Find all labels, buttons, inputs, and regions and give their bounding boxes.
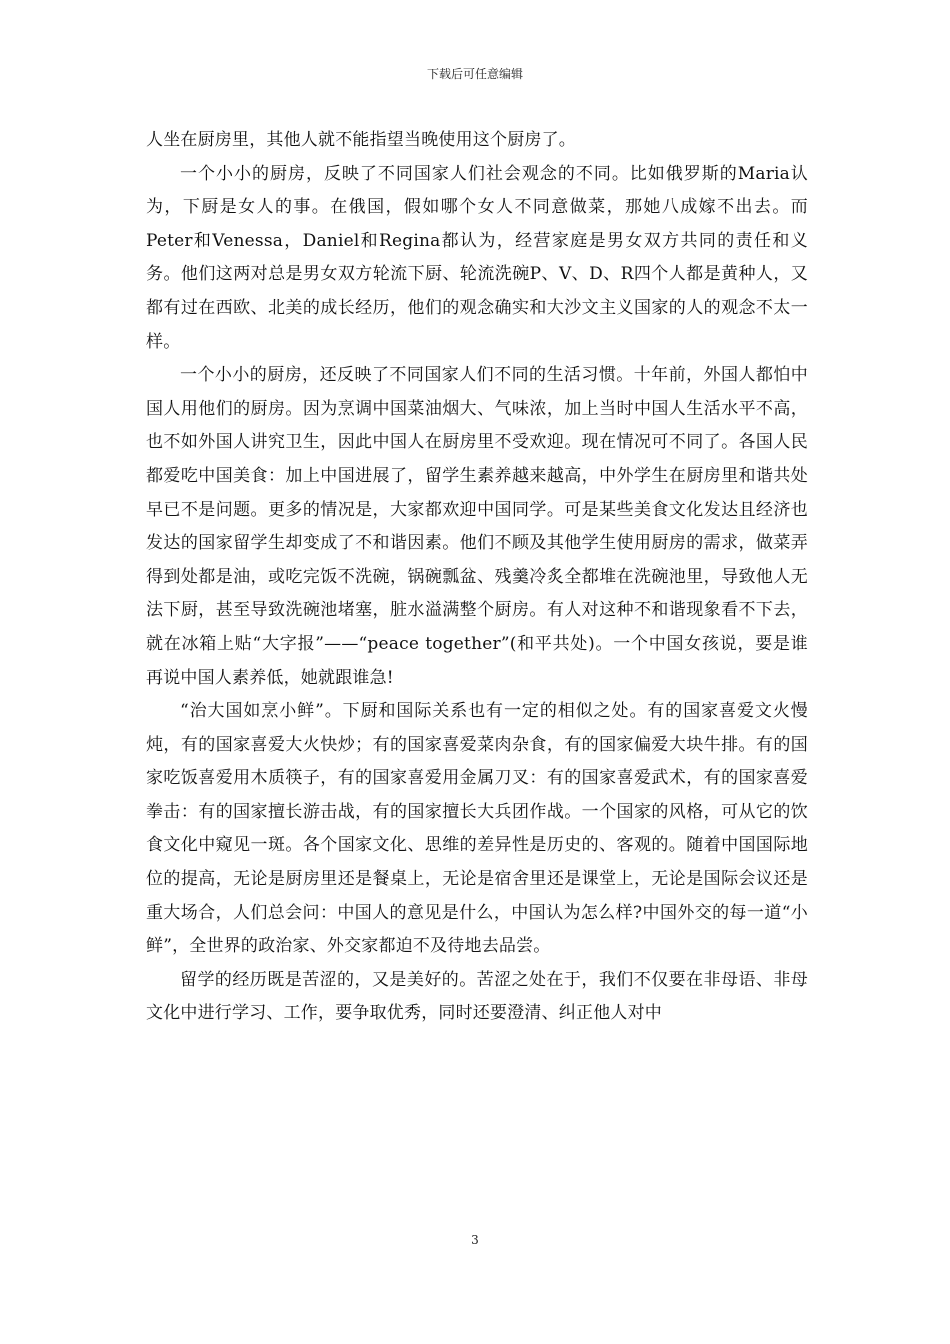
document-body [146, 124, 808, 1031]
page-number: 3 [471, 1233, 479, 1247]
paragraph: 人坐在厨房里，其他人就不能指望当晚使用这个厨房了。 [146, 130, 576, 150]
paragraph: 留学的经历既是苦涩的，又是美好的。苦涩之处在于，我们不仅要在非母语、非母文化中进行学习、工作，要争取优秀，同时还要澄清、纠正他人对中 [146, 969, 808, 1024]
paragraph: 一个小小的厨房，还反映了不同国家人们不同的生活习惯。十年前，外国人都怕中国人用他们的厨房。因为烹调中国菜油烟大、气味浓，加上当时中国人生活水平不高，也不如外国人讲究卫生，因此中国人在厨房里不受欢迎。现在情况可不同了。各国人民都爱吃中国美食：加上中国进展了，留学生素养越来越高，中外学生在厨房里和谐共处早已不是问题。更多的情况是，大家都欢迎中国同学。可是某些美食文化发达且经济也发达的国家留学生却变成了不和谐因素。他们不顾及其他学生使用厨房的需求，做菜弄得到处都是油，或吃完饭不洗碗，锅碗瓢盆、残羹冷炙全都堆在洗碗池里，导致他人无法下厨，甚至导致洗碗池堵塞，脏水溢满整个厨房。有人对这种不和谐现象看不下去，就在冰箱上贴“大字报”——“peace together”(和平共处)。一个中国女孩说，要是谁再说中国人素养低，她就跟谁急! [146, 365, 808, 688]
paragraph: “治大国如烹小鲜”。下厨和国际关系也有一定的相似之处。有的国家喜爱文火慢炖，有的国家喜爱大火快炒；有的国家喜爱菜肉杂食，有的国家偏爱大块牛排。有的国家吃饭喜爱用木质筷子，有的国家喜爱用金属刀叉：有的国家喜爱武术，有的国家喜爱拳击：有的国家擅长游击战，有的国家擅长大兵团作战。一个国家的风格，可从它的饮食文化中窥见一斑。各个国家文化、思维的差异性是历史的、客观的。随着中国国际地位的提高，无论是厨房里还是餐桌上，无论是宿舍里还是课堂上，无论是国际会议还是重大场合，人们总会问：中国人的意见是什么，中国认为怎么样?中国外交的每一道“小鲜”，全世界的政治家、外交家都迫不及待地去品尝。 [146, 701, 808, 957]
paragraph: 一个小小的厨房，反映了不同国家人们社会观念的不同。比如俄罗斯的Maria认为，下厨是女人的事。在俄国，假如哪个女人不同意做菜，那她八成嫁不出去。而Peter和Venessa，Daniel和Regina都认为，经营家庭是男女双方共同的责任和义务。他们这两对总是男女双方轮流下厨、轮流洗碗P、V、D、R四个人都是黄种人，又都有过在西欧、北美的成长经历，他们的观念确实和大沙文主义国家的人的观念不太一样。 [146, 163, 808, 352]
page-header: 下载后可任意编辑 [426, 67, 523, 81]
